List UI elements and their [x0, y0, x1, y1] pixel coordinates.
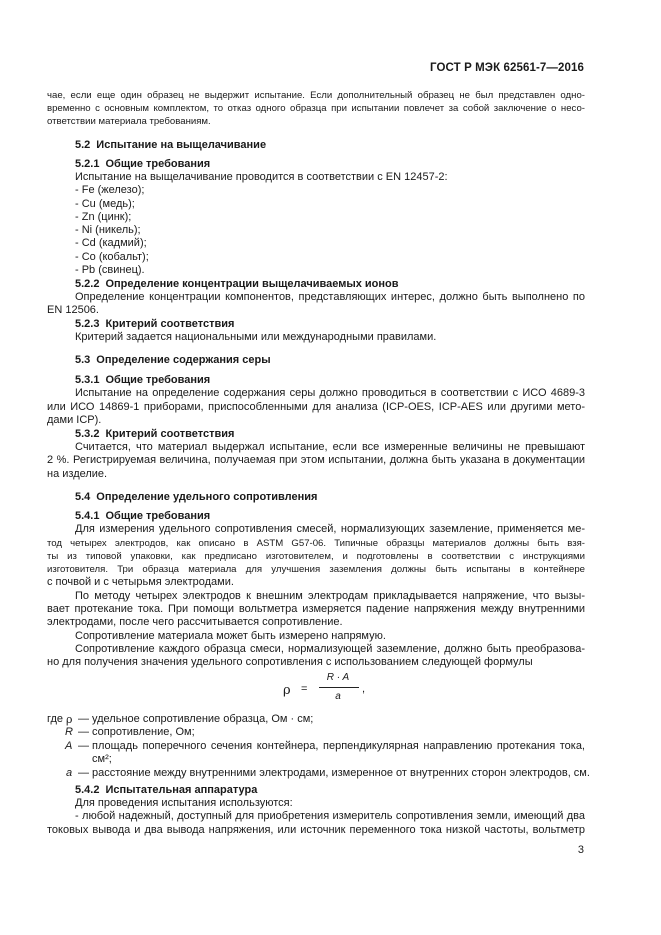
p2-line-1: По методу четырех электродов к внешним электродам прикладывается напряжение, что вызы-	[75, 590, 585, 602]
def-dash: —	[78, 713, 89, 725]
p1-line-4: изготовителя. Три образца материала для улучшения заземления должны быть испытаны в контейнере	[47, 564, 585, 575]
intro-line-2: временно с основным комплектом, то отказ одного образца при испытании повлечет за собой заключение о несо-	[47, 103, 585, 114]
p4-line-2: но для получения значения удельного сопротивления с использованием следующей формулы	[47, 656, 533, 668]
section-5-4-2-line-3: токовых вывода и два вывода напряжения, или источник переменного тока низкой частоты, вольтметр	[47, 824, 585, 836]
formula-lhs: ρ	[283, 683, 291, 698]
where-label: где	[47, 713, 64, 725]
def-symbol-rho: ρ	[66, 713, 73, 726]
def-text-a-lower: расстояние между внутренними электродами, измеренное от внутренних сторон электродов, см.	[92, 767, 590, 779]
list-item: - Cd (кадмий);	[75, 237, 147, 249]
section-5-4-2-line-1: Для проведения испытания используются:	[75, 797, 293, 809]
formula-equals: =	[301, 683, 308, 695]
def-dash: —	[78, 767, 89, 779]
section-5-2-2-heading: 5.2.2 Определение концентрации выщелачиваемых ионов	[75, 278, 399, 290]
section-5-3-2-line-3: на изделие.	[47, 468, 108, 480]
formula-denominator: a	[335, 691, 341, 702]
p3-line: Сопротивление материала может быть измерено напрямую.	[75, 630, 386, 642]
p1-line-5: с почвой и с четырьмя электродами.	[47, 576, 234, 588]
p1-line-1: Для измерения удельного сопротивления смесей, нормализующих заземление, применяется ме-	[75, 523, 585, 535]
def-text-r: сопротивление, Ом;	[92, 726, 195, 738]
section-5-2-1-heading: 5.2.1 Общие требования	[75, 158, 211, 170]
def-dash: —	[78, 726, 89, 738]
section-5-2-1-text: Испытание на выщелачивание проводится в соответствии с EN 12457-2:	[75, 171, 448, 183]
list-item: - Fe (железо);	[75, 184, 145, 196]
section-5-2-2-line-1: Определение концентрации компонентов, представляющих интерес, должно быть выполнено по	[75, 291, 585, 303]
resistivity-formula	[283, 669, 403, 709]
section-5-4-2-heading: 5.4.2 Испытательная аппаратура	[75, 784, 258, 796]
section-5-2-heading: 5.2 Испытание на выщелачивание	[75, 139, 267, 151]
section-5-3-heading: 5.3 Определение содержания серы	[75, 354, 271, 366]
def-text-a-upper-unit: см²;	[92, 753, 112, 765]
p1-line-2: тод четырех электродов, как описано в ASTM G57-06. Типичные образцы материалов должны быть взя-	[47, 538, 585, 549]
section-5-3-2-line-2: 2 %. Регистрируемая величина, получаемая при этом испытании, должна быть указана в документации	[47, 454, 585, 466]
section-5-4-2-line-2: - любой надежный, доступный для приобретения измеритель сопротивления земли, имеющий два	[75, 810, 585, 822]
intro-line-1: чае, если еще один образец не выдержит испытание. Если дополнительный образец не был представлен одно-	[47, 90, 585, 101]
formula-numerator: R · A	[326, 672, 350, 683]
def-text-a-upper: площадь поперечного сечения контейнера, перпендикулярная направлению протекания тока,	[92, 740, 585, 752]
list-item: - Cu (медь);	[75, 198, 135, 210]
list-item: - Ni (никель);	[75, 224, 141, 236]
section-5-3-2-line-1: Считается, что материал выдержал испытание, если все измеренные величины не превышают	[75, 441, 585, 453]
def-dash: —	[78, 740, 89, 752]
fraction-bar	[319, 687, 359, 688]
p2-line-2: вает протекание тока. При помощи вольтметра измеряется падение напряжения между внутренними	[47, 603, 585, 615]
def-text-rho: удельное сопротивление образца, Ом · см;	[92, 713, 314, 725]
document-header: ГОСТ Р МЭК 62561-7—2016	[430, 62, 584, 74]
intro-line-3: ответствии материала требованиям.	[47, 116, 211, 127]
p1-line-3: ты из типовой упаковки, как предписано изготовителем, и подготовлены в соответствии с инструкциями	[47, 551, 585, 562]
page-number: 3	[577, 844, 584, 856]
section-5-3-1-heading: 5.3.1 Общие требования	[75, 374, 211, 386]
list-item: - Pb (свинец).	[75, 264, 145, 276]
def-symbol-a-lower: a	[66, 767, 73, 779]
section-5-3-1-line-2: или ИСО 14869-1 приборами, приспособленными для анализа (ICP-OES, ICP-AES или другими мето-	[47, 401, 585, 413]
def-symbol-r: R	[65, 726, 73, 738]
section-5-2-3-heading: 5.2.3 Критерий соответствия	[75, 318, 235, 330]
list-item: - Zn (цинк);	[75, 211, 132, 223]
formula-comma: ,	[362, 683, 366, 695]
section-5-3-2-heading: 5.3.2 Критерий соответствия	[75, 428, 235, 440]
section-5-2-3-text: Критерий задается национальными или международными правилами.	[75, 331, 437, 343]
p2-line-3: электродами, после чего рассчитывается сопротивление.	[47, 616, 343, 628]
p4-line-1: Сопротивление каждого образца смеси, нормализующей заземление, должно быть преобразова-	[75, 643, 585, 655]
section-5-3-1-line-1: Испытание на определение содержания серы должно проводиться в соответствии с ИСО 4689-3	[75, 387, 585, 399]
section-5-2-2-line-2: EN 12506.	[47, 304, 99, 316]
list-item: - Co (кобальт);	[75, 251, 149, 263]
section-5-3-1-line-3: дами ICP).	[47, 414, 102, 426]
section-5-4-heading: 5.4 Определение удельного сопротивления	[75, 491, 318, 503]
def-symbol-a-upper: A	[65, 740, 73, 752]
section-5-4-1-heading: 5.4.1 Общие требования	[75, 510, 211, 522]
